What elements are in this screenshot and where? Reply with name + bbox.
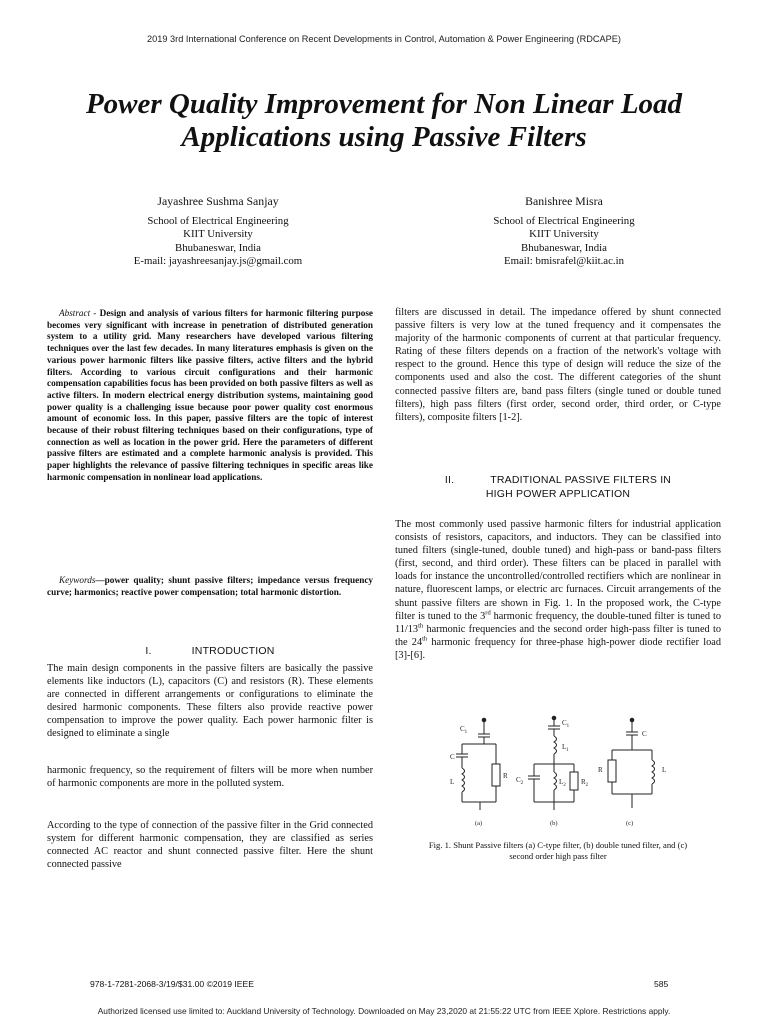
author-2-name: Banishree Misra — [525, 194, 603, 208]
intro-p1-text: The main design components in the passive filters are basically the passive elements like inductors (L), capacitors (C) and resistors (R). These elements are connected in different arrangements or configurations to eliminate the desired harmonic components. These filters also provide reactive power compensation to improve the power quality. — [47, 663, 373, 727]
intro-p2-text: According to the type of connection of the passive filter in the Grid connected system for different harmonic compensation, they are classified as series connected AC reactor and shunt connected passive filter. Here the shunt connected passive — [47, 820, 373, 871]
section-2-number: II. — [444, 474, 455, 486]
inductor-l1 — [554, 736, 557, 754]
circuit-b — [516, 716, 589, 827]
figure-1-caption — [395, 840, 721, 862]
label-l-c: L — [662, 766, 667, 774]
inductor-l2 — [554, 772, 557, 790]
author-1-email[interactable]: E-mail: jayashreesanjay.js@gmail.com — [133, 255, 303, 267]
sec2-sup-1: rd — [485, 609, 491, 617]
abstract-text: Design and analysis of various filters for harmonic filtering purpose becomes very significant with increase in penetration of distributed generation system to a utility grid. Many researchers have developed various filtering techniques over the last few decades. In many literatures emphasis is given on the various power harmonic filters like passive filters, active filters and the hybrid filters. According to various circuit configurations and their harmonic compensation capabilities focus has been provided on both passive filters as well as active filters. In modern electrical energy distribution systems, maintaining good power quality is a challenging issue because poor power quality cost enormous amount of economic loss. In this paper, passive filters are the topic of interest because of their robust filtering techniques based on their configurations, type of connection as well as location in the power grid. Here the parameters of different passive filters are estimated and a complete harmonic analysis is provided. This paper highlights the relevance of passive filtering techniques in specific areas like harmonic compensation in nonlinear load applications. — [47, 308, 373, 482]
abstract-label: Abstract - — [59, 308, 97, 318]
section-2-paragraph-1 — [395, 518, 721, 662]
resistor-r — [492, 764, 500, 786]
svg-text:R2 — [581, 778, 589, 788]
svg-text:L1 — [562, 743, 569, 753]
inductor-l — [652, 760, 655, 784]
caption-line-1: Fig. 1. Shunt Passive filters (a) C-type filter, (b) double tuned filter, and (c) — [428, 840, 688, 850]
section-1-title: INTRODUCTION — [191, 645, 275, 657]
author-2-univ: KIIT University — [529, 228, 599, 240]
intro-paragraph-1 — [47, 662, 373, 741]
inductor-l — [462, 768, 465, 792]
svg-text:L2 — [559, 778, 566, 788]
label-l2: L — [559, 778, 564, 786]
sec2-p1-d: harmonic frequency for three-phase high-power diode rectifier load [3]-[6]. — [395, 636, 721, 661]
intro-p1b-text: Each power harmonic filter is designed to eliminate a single — [47, 715, 373, 740]
label-l1-sub: 1 — [566, 748, 569, 753]
caption-line-2: second order high pass filter — [509, 851, 607, 861]
label-r: R — [503, 772, 508, 780]
author-1-univ: KIIT University — [183, 228, 253, 240]
author-2-email[interactable]: Email: bmisrafel@kiit.ac.in — [504, 255, 624, 267]
intro-paragraph-2 — [47, 819, 373, 871]
paper-title — [30, 88, 738, 154]
svg-text:C1 — [562, 719, 570, 729]
label-c2: C — [516, 776, 521, 784]
label-l2-sub: 2 — [563, 783, 566, 788]
circuit-c — [598, 718, 666, 827]
sec2-sup-3: th — [422, 635, 428, 643]
label-c-c: C — [642, 730, 647, 738]
label-r-c: R — [598, 766, 603, 774]
subfig-a-label: (a) — [475, 820, 483, 827]
author-2-dept: School of Electrical Engineering — [493, 214, 635, 227]
title-line-2: Applications using Passive Filters — [181, 121, 587, 153]
label-c2-sub: 2 — [520, 781, 524, 786]
terminal-node — [552, 716, 556, 720]
author-2 — [436, 195, 692, 269]
section-1-heading — [47, 644, 373, 658]
label-c: C — [450, 753, 455, 761]
label-r2: R — [581, 778, 586, 786]
sec2-p1-a: The most commonly used passive harmonic filters for industrial application consists of resistors, capacitors, and inductors. They can be classified into tuned filters (single-tuned, double tuned) and high-pass or band-pass filters (first, second, and third order). These filters can be placed in parallel with loads for instance the uncontrolled/controlled rectifiers which are nonlinear in nature, fluorescent lamps, or electric arc furnaces. Circuit arrangements of the shunt passive filters are shown in Fig. 1. In the proposed work, the C-type filter is tuned to the 3 — [395, 519, 721, 622]
subfig-c-label: (c) — [626, 820, 634, 827]
intro-p1c-text: harmonic frequency, so the requirement of filters will be more when number of harmonic components are more in the polluted system. — [47, 765, 373, 790]
keywords-text: —power quality; shunt passive filters; impedance versus frequency curve; harmonics; reactive power compensation; total harmonic distortion. — [47, 575, 373, 597]
label-r2-sub: 2 — [585, 783, 589, 788]
abstract — [47, 308, 373, 484]
sec2-p1-c: harmonic frequencies and the second order high-pass filter is tuned to the 24 — [395, 623, 721, 648]
section-1-number: I. — [145, 645, 152, 657]
footer-copyright: 978-1-7281-2068-3/19/$31.00 ©2019 IEEE — [90, 979, 255, 989]
author-1 — [90, 195, 346, 269]
keywords-label: Keywords — [59, 575, 96, 585]
author-1-name: Jayashree Sushma Sanjay — [157, 194, 279, 208]
label-c1: C — [460, 725, 465, 733]
subfig-b-label: (b) — [550, 820, 558, 827]
label-c1-b-sub: 1 — [566, 724, 570, 729]
svg-text:C1 — [460, 725, 468, 735]
intro-paragraph-1-cont — [47, 764, 373, 790]
terminal-node — [630, 718, 634, 722]
conference-header: 2019 3rd International Conference on Recent Developments in Control, Automation & Power Engineering (RDCAPE) — [147, 34, 621, 44]
terminal-node — [482, 718, 486, 722]
authorized-use-notice: Authorized licensed use limited to: Auckland University of Technology. Downloaded on May 23,2020 at 21:55:22 UTC from IEEE Xplore. Restrictions apply. — [97, 1006, 671, 1016]
sec2-sup-2: th — [418, 622, 424, 630]
resistor-r — [608, 760, 616, 782]
author-1-city: Bhubaneswar, India — [175, 241, 261, 254]
author-1-dept: School of Electrical Engineering — [147, 214, 289, 227]
author-2-city: Bhubaneswar, India — [521, 241, 607, 254]
label-l1: L — [562, 743, 567, 751]
label-c1-b: C — [562, 719, 567, 727]
section-2-title-line-2: HIGH POWER APPLICATION — [485, 488, 631, 500]
circuit-a — [450, 718, 508, 827]
resistor-r2 — [570, 772, 578, 790]
figure-1-circuits — [440, 712, 680, 832]
right-p1-text: filters are discussed in detail. The impedance offered by shunt connected passive filters is very low at the tuned frequency and it compensates the majority of the harmonic components of current at that particular frequency. Rating of these filters depends on a fraction of the network's voltage with respect to the ground. Hence this type of design will reduce the size of the components used and also the cost. The different categories of the shunt connected passive filters are, band pass filters (single tuned or double tuned filters), high pass filters (first order, second order, third order, or C-type filters), composite filters [1-2]. — [395, 307, 721, 423]
title-line-1: Power Quality Improvement for Non Linear Load — [85, 88, 683, 120]
label-l: L — [450, 778, 455, 786]
svg-text:C2 — [516, 776, 524, 786]
section-2-heading — [395, 473, 721, 501]
right-paragraph-1 — [395, 306, 721, 424]
section-2-title-line-1: TRADITIONAL PASSIVE FILTERS IN — [490, 474, 672, 486]
label-c1-sub: 1 — [464, 730, 468, 735]
page-number: 585 — [654, 979, 669, 989]
sec2-p1-b: harmonic frequency, the double-tuned filter is tuned to 11/13 — [395, 610, 721, 635]
keywords — [47, 575, 373, 598]
